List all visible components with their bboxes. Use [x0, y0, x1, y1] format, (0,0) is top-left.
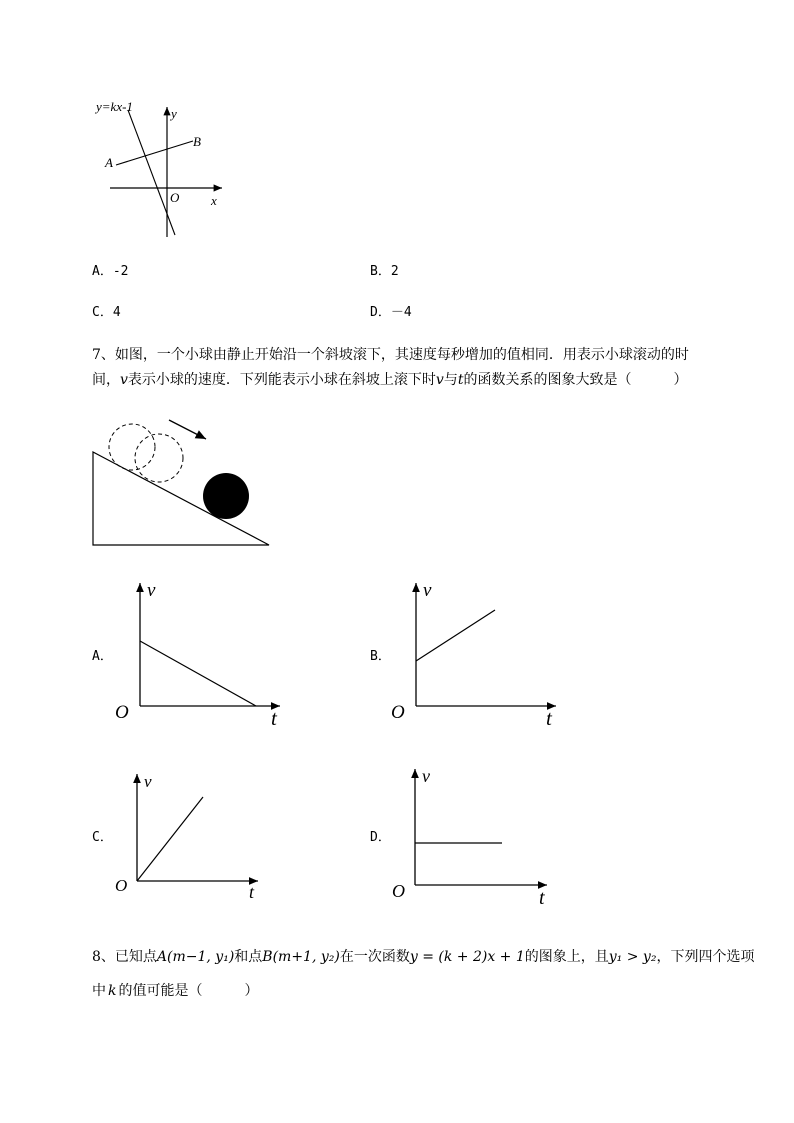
graph-line-decreasing [140, 641, 256, 706]
q8-function: y = (k + 2)x + 1 [409, 949, 525, 965]
q8-point-b: B(m+1, y₂) [262, 949, 340, 965]
line-kx-minus-1 [128, 110, 175, 235]
q7-var-v: v [120, 372, 128, 388]
q8-text: 的图象上，且 [524, 949, 609, 965]
q6-option-d[interactable]: D．－4 [370, 305, 412, 320]
q7-line-1-text: 7、如图，一个小球由静止开始沿一个斜坡滚下，其速度每秒增加的值相同．用表示小球滚动的时 [92, 347, 689, 363]
q7-text: 的函数关系的图象大致是（ ） [463, 372, 688, 388]
t-label: t [271, 706, 277, 727]
ball-solid [203, 473, 249, 519]
q7-line-1 [92, 345, 689, 365]
q7-graph-d[interactable] [387, 765, 557, 910]
motion-arrow [169, 420, 206, 439]
graph-line-proportional [137, 797, 203, 881]
origin-label: O [391, 702, 405, 723]
q7-graph-a[interactable] [108, 577, 288, 727]
graph-line-increasing [416, 610, 495, 661]
v-label: v [423, 580, 432, 601]
q8-text: ，下列四个选项 [656, 949, 755, 965]
q8-point-a: A(m−1, y₁) [156, 949, 235, 965]
t-label: t [249, 882, 255, 900]
y-label: y [171, 106, 177, 121]
ball-dashed-1 [109, 424, 155, 470]
q7-graph-c[interactable] [110, 770, 270, 900]
q8-condition: y₁ > y₂ [608, 949, 657, 965]
q6-option-a[interactable]: A．-2 [92, 264, 129, 279]
q7-line-2 [92, 370, 687, 390]
q7-text: 与 [443, 372, 458, 388]
origin-label: O [170, 190, 180, 205]
q7-option-d-label[interactable]: D． [370, 830, 391, 845]
v-label: v [144, 772, 152, 791]
point-a-label: A [105, 155, 113, 170]
q8-text: 的值可能是（ ） [118, 983, 259, 999]
q6-option-c[interactable]: C．4 [92, 305, 121, 320]
q7-text: 表示小球的速度．下列能表示小球在斜坡上滚下时 [127, 372, 436, 388]
q7-option-c-label[interactable]: C． [92, 830, 113, 845]
q7-var-v: v [435, 372, 444, 388]
segment-ab [116, 141, 193, 165]
t-label: t [546, 706, 552, 727]
q7-option-b-label[interactable]: B． [370, 649, 391, 664]
q8-var-k: k [108, 983, 117, 999]
q8-text: 和点 [234, 949, 263, 965]
t-label: t [539, 887, 545, 909]
line-label: y=kx-1 [96, 99, 133, 114]
q8-text: 中 [92, 983, 106, 999]
q7-option-a-label[interactable]: A． [92, 649, 113, 664]
q7-text: 间， [92, 372, 120, 388]
q8-text: 8、已知点 [92, 949, 157, 965]
q6-option-b[interactable]: B．2 [370, 264, 399, 279]
q8-line-1 [92, 947, 754, 967]
q6-graph [90, 95, 240, 245]
slope-figure [85, 412, 280, 552]
q7-graph-b[interactable] [385, 577, 565, 727]
q8-line-2 [92, 981, 258, 1001]
q7-var-t: t [457, 372, 464, 388]
origin-label: O [115, 876, 128, 895]
v-label: v [422, 766, 430, 786]
x-label: x [211, 193, 217, 208]
origin-label: O [392, 881, 405, 901]
origin-label: O [115, 702, 129, 723]
v-label: v [147, 580, 156, 601]
q8-text: 在一次函数 [339, 949, 410, 965]
ball-dashed-2 [135, 434, 183, 482]
point-b-label: B [193, 134, 201, 149]
